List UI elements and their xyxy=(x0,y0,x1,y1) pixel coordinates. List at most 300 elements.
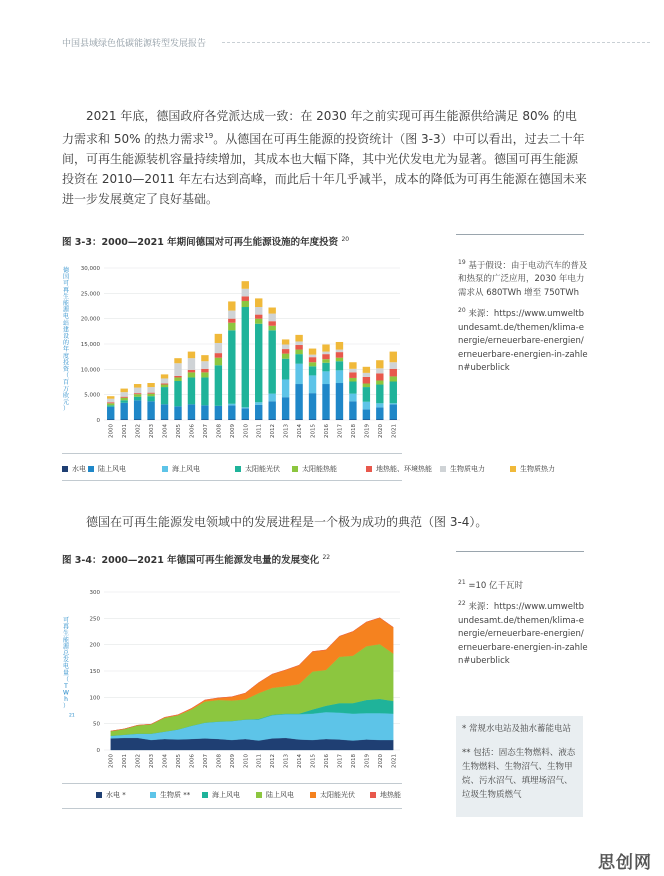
y-tick-label: 100 xyxy=(89,695,100,702)
bar-segment xyxy=(242,408,249,419)
y-axis-label-char: 欧 xyxy=(62,392,70,400)
y-axis-label-char: 德 xyxy=(62,267,70,274)
bar-segment xyxy=(255,402,262,405)
bar-segment xyxy=(120,403,127,420)
bar-segment xyxy=(107,396,114,399)
legend-item xyxy=(310,790,355,800)
bar-segment xyxy=(120,419,127,420)
x-tick-label: 2009 xyxy=(229,754,236,768)
x-tick-label: 2020 xyxy=(377,754,384,768)
legend-item xyxy=(235,464,280,474)
bar-segment xyxy=(134,393,141,394)
bar-segment xyxy=(309,375,316,393)
bar-segment xyxy=(363,402,370,410)
bar-segment xyxy=(201,369,208,373)
bar-segment xyxy=(255,315,262,319)
bar-segment xyxy=(228,323,235,331)
paragraph-1-text-a: 2021 年底，德国政府各党派达成一致：在 2030 年之前实现可再生能源供给满足 80% 的电力需求和 50% 的热力需求 xyxy=(62,109,577,146)
bar-segment xyxy=(282,349,289,354)
bar-segment xyxy=(322,363,329,372)
bar-segment xyxy=(255,419,262,420)
bar-segment xyxy=(363,373,370,377)
bar-segment xyxy=(268,308,275,314)
y-tick-label: 0 xyxy=(96,748,100,754)
bar-segment xyxy=(390,381,397,403)
y-tick-label: 200 xyxy=(89,642,100,649)
bar-segment xyxy=(107,403,114,405)
bar-segment xyxy=(376,373,383,380)
y-axis-label xyxy=(63,616,70,710)
x-tick-label: 2004 xyxy=(162,424,169,438)
bar-segment xyxy=(107,419,114,420)
bar-segment xyxy=(295,419,302,420)
bar-segment xyxy=(147,387,154,393)
legend-label: 太阳能热能 xyxy=(302,465,337,473)
bar-segment xyxy=(242,419,249,420)
bar-segment xyxy=(336,350,343,353)
x-tick-label: 2000 xyxy=(108,754,115,768)
bar-segment xyxy=(147,396,154,401)
legend-label: 太阳能光伏 xyxy=(245,465,280,473)
bar-segment xyxy=(309,366,316,375)
bar-segment xyxy=(309,355,316,358)
legend-swatch xyxy=(96,792,102,798)
y-axis-label-ref: 21 xyxy=(69,713,75,719)
bar-segment xyxy=(363,387,370,402)
x-tick-label: 2004 xyxy=(162,754,169,768)
bar-segment xyxy=(161,385,168,388)
bar-segment xyxy=(282,397,289,419)
bar-segment xyxy=(295,354,302,364)
y-axis-label-char: 百 xyxy=(62,379,70,387)
legend-item xyxy=(440,464,485,474)
bar-segment xyxy=(201,419,208,420)
y-axis-label-char: 能 xyxy=(62,636,70,644)
bar-segment xyxy=(174,381,181,406)
bar-segment xyxy=(201,355,208,361)
bar-segment xyxy=(255,307,262,315)
bar-segment xyxy=(390,369,397,377)
bar-segment xyxy=(228,301,235,310)
y-axis-label-char: W xyxy=(63,689,69,697)
y-axis-label-char: 能 xyxy=(62,300,70,307)
paragraph-2: 德国在可再生能源发电领域中的发展进程是一个极为成功的典范（图 3-4）。 xyxy=(86,515,488,529)
bar-segment xyxy=(188,372,195,377)
bar-segment xyxy=(161,374,168,378)
bar-segment xyxy=(349,394,356,402)
bar-segment xyxy=(349,372,356,378)
investment-bar-chart xyxy=(60,258,410,453)
bar-segment xyxy=(134,384,141,388)
x-tick-label: 2008 xyxy=(216,424,223,438)
legend-item xyxy=(202,790,240,800)
bar-segment xyxy=(309,362,316,366)
bar-segment xyxy=(268,314,275,322)
bar-segment xyxy=(295,384,302,419)
bar-segment xyxy=(201,372,208,377)
bar-segment xyxy=(363,419,370,420)
bar-segment xyxy=(134,400,141,419)
footnote-ref-19: 19 xyxy=(204,132,214,140)
legend-item xyxy=(62,464,86,474)
bar-segment xyxy=(161,378,168,383)
x-tick-label: 2007 xyxy=(202,424,209,438)
legend-swatch xyxy=(235,466,241,472)
figure-3-3-title-text: 图 3-3：2000—2021 年期间德国对可再生能源设施的年度投资 xyxy=(62,237,339,248)
sidenote-rule-2 xyxy=(456,551,584,552)
bar-segment xyxy=(228,319,235,323)
legend-swatch xyxy=(88,466,94,472)
bar-segment xyxy=(188,358,195,370)
y-axis-label-char: 国 xyxy=(62,273,70,281)
legend-swatch xyxy=(366,466,372,472)
bar-segment xyxy=(295,345,302,350)
x-tick-label: 2013 xyxy=(283,754,290,768)
legend-label: 太阳能光伏 xyxy=(320,791,355,799)
bar-segment xyxy=(215,343,222,353)
bar-segment xyxy=(174,376,181,378)
y-axis-label xyxy=(63,266,70,413)
bar-segment xyxy=(242,307,249,407)
bar-segment xyxy=(322,371,329,384)
bar-segment xyxy=(349,381,356,393)
bar-segment xyxy=(242,281,249,289)
bar-segment xyxy=(120,397,127,398)
footnote-21: $^{21}$ =10 亿千瓦时 xyxy=(458,579,523,591)
y-axis-label-char: 万 xyxy=(62,385,70,393)
footnote-20: $^{20}$ 来源：https://www.umweltbundesamt.de/themen/klima-energie/erneuerbare-energien/erneuerbare-energien-in-zahlen#uberblick xyxy=(458,307,588,374)
bar-segment xyxy=(215,353,222,358)
figure-3-3-legend-rule xyxy=(62,453,402,454)
x-tick-label: 2009 xyxy=(229,424,236,438)
sidenote-rule-1 xyxy=(456,234,584,235)
y-axis-label-char: 可 xyxy=(62,280,70,288)
bar-segment xyxy=(390,352,397,363)
bar-segment xyxy=(322,345,329,352)
x-tick-label: 2017 xyxy=(337,424,344,438)
bar-segment xyxy=(161,387,168,404)
bar-segment xyxy=(363,384,370,388)
bar-segment xyxy=(349,419,356,420)
y-tick-label: 10,000 xyxy=(80,367,100,374)
x-tick-label: 2010 xyxy=(243,754,250,768)
y-axis-label-char: 发 xyxy=(62,656,70,664)
legend-label: 陆上风电 xyxy=(98,465,126,473)
figure-3-4-title-text: 图 3-4：2000—2021 年德国可再生能源发电量的发展变化 xyxy=(62,555,320,566)
y-axis-label-char: h xyxy=(64,696,68,704)
x-tick-label: 2001 xyxy=(122,754,129,768)
legend-swatch xyxy=(440,466,446,472)
bar-segment xyxy=(268,401,275,419)
bar-segment xyxy=(255,319,262,324)
x-tick-label: 2002 xyxy=(135,424,142,438)
x-tick-label: 2020 xyxy=(377,424,384,438)
bar-segment xyxy=(188,352,195,359)
figure-3-3-bottom-rule xyxy=(62,480,402,481)
x-tick-label: 2019 xyxy=(364,754,371,768)
y-axis-label-char: 的 xyxy=(62,339,70,347)
y-axis-label-char: 源 xyxy=(62,643,70,651)
bar-segment xyxy=(228,311,235,319)
box-note-biomass: ** 包括：固态生物燃料、液态生物燃料、生物沼气、生物甲烷、污水沼气、填埋场沼气、垃圾生物质燃气 xyxy=(462,748,576,800)
bar-segment xyxy=(390,362,397,369)
bar-segment xyxy=(201,377,208,405)
bar-segment xyxy=(134,419,141,420)
bar-segment xyxy=(107,407,114,420)
figure-3-4-legend-rule xyxy=(62,783,402,784)
x-tick-label: 2021 xyxy=(391,424,398,438)
legend-swatch xyxy=(510,466,516,472)
y-axis-label-char: 电 xyxy=(62,663,70,671)
legend-item xyxy=(162,464,200,474)
x-tick-label: 2018 xyxy=(350,424,357,438)
bar-segment xyxy=(349,378,356,382)
bar-segment xyxy=(147,383,154,387)
x-tick-label: 2018 xyxy=(350,754,357,768)
bar-segment xyxy=(228,330,235,403)
y-axis-label-char: 设 xyxy=(62,333,70,340)
bar-segment xyxy=(107,399,114,403)
footnote-ref-22: 22 xyxy=(322,553,331,561)
x-tick-label: 2012 xyxy=(270,754,277,768)
y-axis-label-char: 元 xyxy=(62,399,70,406)
bar-segment xyxy=(295,364,302,384)
bar-segment xyxy=(376,360,383,368)
footnote-ref-20: 20 xyxy=(341,235,350,243)
bar-segment xyxy=(376,380,383,384)
bar-segment xyxy=(161,404,168,419)
y-axis-label-char: （ xyxy=(62,676,70,684)
bar-segment xyxy=(336,361,343,370)
y-axis-label-char: 总 xyxy=(62,650,70,657)
legend-label: 水电 xyxy=(72,465,86,473)
bar-segment xyxy=(336,358,343,362)
bar-segment xyxy=(188,404,195,419)
x-tick-label: 2015 xyxy=(310,424,317,438)
bar-segment xyxy=(295,350,302,355)
legend-swatch xyxy=(202,792,208,798)
x-tick-label: 2014 xyxy=(297,424,304,438)
legend-swatch xyxy=(150,792,156,798)
bar-segment xyxy=(349,362,356,369)
legend-item xyxy=(150,790,190,800)
bar-segment xyxy=(120,400,127,403)
bar-segment xyxy=(107,405,114,407)
legend-item xyxy=(256,790,294,800)
x-tick-label: 2003 xyxy=(149,424,156,438)
legend-item xyxy=(96,790,126,800)
y-tick-label: 20,000 xyxy=(80,316,100,323)
bar-segment xyxy=(376,407,383,419)
y-tick-label: 50 xyxy=(93,721,100,728)
bar-segment xyxy=(215,365,222,406)
bar-segment xyxy=(322,419,329,420)
bar-segment xyxy=(242,301,249,307)
footnote-19: $^{19}$ 基于假设：由于电动汽车的普及和热泵的广泛应用，2030 年电力需求从 680TWh 增至 750TWh xyxy=(458,259,588,298)
y-axis-label-char: 量 xyxy=(62,669,70,677)
bar-segment xyxy=(282,339,289,344)
y-axis-label-char: 建 xyxy=(62,326,70,334)
legend-swatch xyxy=(162,466,168,472)
bar-segment xyxy=(376,368,383,373)
y-axis-label-char: 再 xyxy=(62,286,70,294)
bar-segment xyxy=(242,289,249,297)
bar-segment xyxy=(268,419,275,420)
box-note-hydro: * 常规水电站及抽水蓄能电站 xyxy=(462,724,571,734)
x-tick-label: 2011 xyxy=(256,424,263,438)
bar-segment xyxy=(201,405,208,419)
x-tick-label: 2007 xyxy=(202,754,209,768)
legend-swatch xyxy=(370,792,376,798)
y-axis-label-char: ） xyxy=(62,702,70,710)
x-tick-label: 2002 xyxy=(135,754,142,768)
bar-segment xyxy=(268,321,275,326)
bar-segment xyxy=(215,406,222,420)
legend-swatch xyxy=(292,466,298,472)
legend-swatch xyxy=(256,792,262,798)
sidenotes-1 xyxy=(458,256,588,380)
legend-label: 生物质热力 xyxy=(520,465,555,473)
bar-segment xyxy=(228,419,235,420)
x-tick-label: 2016 xyxy=(324,424,330,438)
bar-segment xyxy=(174,406,181,419)
x-tick-label: 2008 xyxy=(216,754,223,768)
legend-item xyxy=(370,790,401,800)
x-tick-label: 2003 xyxy=(149,754,156,768)
legend-item xyxy=(292,464,337,474)
bar-segment xyxy=(336,352,343,358)
bar-segment xyxy=(268,330,275,393)
bar-segment xyxy=(174,358,181,363)
bar-segment xyxy=(147,401,154,419)
y-tick-label: 30,000 xyxy=(80,266,100,272)
bar-segment xyxy=(228,404,235,406)
bar-segment xyxy=(282,419,289,420)
y-axis-label-char: （ xyxy=(62,372,70,380)
bar-segment xyxy=(363,409,370,419)
legend-swatch xyxy=(62,466,68,472)
figure-3-4-title xyxy=(62,552,330,566)
legend-label: 陆上风电 xyxy=(266,791,294,799)
x-tick-label: 2016 xyxy=(324,754,330,768)
bar-segment xyxy=(174,363,181,376)
bar-segment xyxy=(309,357,316,362)
legend-label: 水电 * xyxy=(106,791,126,799)
legend-swatch xyxy=(310,792,316,798)
bar-segment xyxy=(242,296,249,301)
bar-segment xyxy=(322,352,329,355)
bar-segment xyxy=(322,384,329,419)
bar-segment xyxy=(349,401,356,419)
x-tick-label: 2006 xyxy=(189,754,196,768)
bar-segment xyxy=(390,419,397,420)
y-axis-label-char: 源 xyxy=(62,306,70,314)
bar-segment xyxy=(147,394,154,397)
bar-segment xyxy=(322,359,329,363)
bar-segment xyxy=(215,334,222,343)
bar-segment xyxy=(295,335,302,342)
bar-segment xyxy=(107,402,114,403)
x-tick-label: 2017 xyxy=(337,754,344,768)
figure-3-4-bottom-rule xyxy=(62,808,402,809)
bar-segment xyxy=(201,361,208,369)
bar-segment xyxy=(147,419,154,420)
y-axis-label-char: 电 xyxy=(62,313,70,321)
bar-segment xyxy=(309,349,316,355)
y-axis-label-char: 再 xyxy=(62,623,70,631)
y-axis-label-char: 生 xyxy=(62,293,70,301)
y-tick-label: 250 xyxy=(89,616,100,623)
watermark: 思创网 xyxy=(598,853,652,873)
x-tick-label: 2014 xyxy=(297,754,304,768)
legend-label: 生物质 ** xyxy=(160,791,191,799)
x-tick-label: 2011 xyxy=(256,754,263,768)
x-tick-label: 2000 xyxy=(108,424,115,438)
legend-label: 地热能 xyxy=(380,791,401,799)
x-tick-label: 2015 xyxy=(310,754,317,768)
paragraph-1-text-b: 。从德国在可再生能源的投资统计（图 3-3）中可以看出，过去二十年间，可再生能源装机容量持续增加，其成本也大幅下降，其中光伏发电尤为显著。德国可再生能源投资在 2010—2011 年左右达到高峰，而此后十年几乎减半，成本的降低为可再生能源在德国未来进一步发展奠定了良好基础。 xyxy=(62,132,587,206)
bar-segment xyxy=(242,407,249,408)
bar-segment xyxy=(376,403,383,407)
bar-segment xyxy=(309,419,316,420)
bar-segment xyxy=(161,419,168,420)
legend-label: 地热能、环境热能 xyxy=(376,465,432,473)
legend-item xyxy=(88,464,126,474)
bar-segment xyxy=(309,393,316,419)
x-tick-label: 2001 xyxy=(122,424,129,438)
bar-segment xyxy=(215,358,222,366)
bar-segment xyxy=(336,342,343,350)
bar-segment xyxy=(120,389,127,393)
bar-segment xyxy=(215,419,222,420)
bar-segment xyxy=(174,377,181,381)
x-tick-label: 2005 xyxy=(176,424,182,438)
generation-area-chart xyxy=(60,582,410,782)
bar-segment xyxy=(134,394,141,397)
bar-segment xyxy=(120,398,127,401)
y-axis-label-char: 站 xyxy=(62,319,70,327)
x-tick-label: 2010 xyxy=(243,424,250,438)
y-tick-label: 15,000 xyxy=(80,342,100,348)
y-tick-label: 300 xyxy=(89,590,100,596)
bar-segment xyxy=(268,326,275,331)
y-tick-label: 25,000 xyxy=(80,291,100,298)
legend-item xyxy=(366,464,432,474)
y-axis-label-char: 投 xyxy=(62,359,70,367)
bar-segment xyxy=(255,298,262,307)
y-axis-label-char: 生 xyxy=(62,630,70,638)
header-rule xyxy=(222,42,650,43)
x-tick-label: 2019 xyxy=(364,424,371,438)
bar-segment xyxy=(147,393,154,394)
bar-segment xyxy=(228,405,235,419)
x-tick-label: 2013 xyxy=(283,424,290,438)
legend-label: 海上风电 xyxy=(172,465,200,473)
bar-segment xyxy=(376,385,383,404)
y-axis-label-char: 度 xyxy=(62,352,70,360)
bar-segment xyxy=(390,403,397,404)
bar-segment xyxy=(188,377,195,404)
y-tick-label: 5,000 xyxy=(84,392,100,399)
paragraph-1 xyxy=(62,106,587,209)
bar-segment xyxy=(349,369,356,373)
bar-segment xyxy=(363,367,370,373)
bar-segment xyxy=(268,394,275,402)
bar-segment xyxy=(188,419,195,420)
y-axis-label-char: 可 xyxy=(62,617,70,624)
legend-label: 生物质电力 xyxy=(450,465,485,473)
bar-segment xyxy=(376,419,383,420)
